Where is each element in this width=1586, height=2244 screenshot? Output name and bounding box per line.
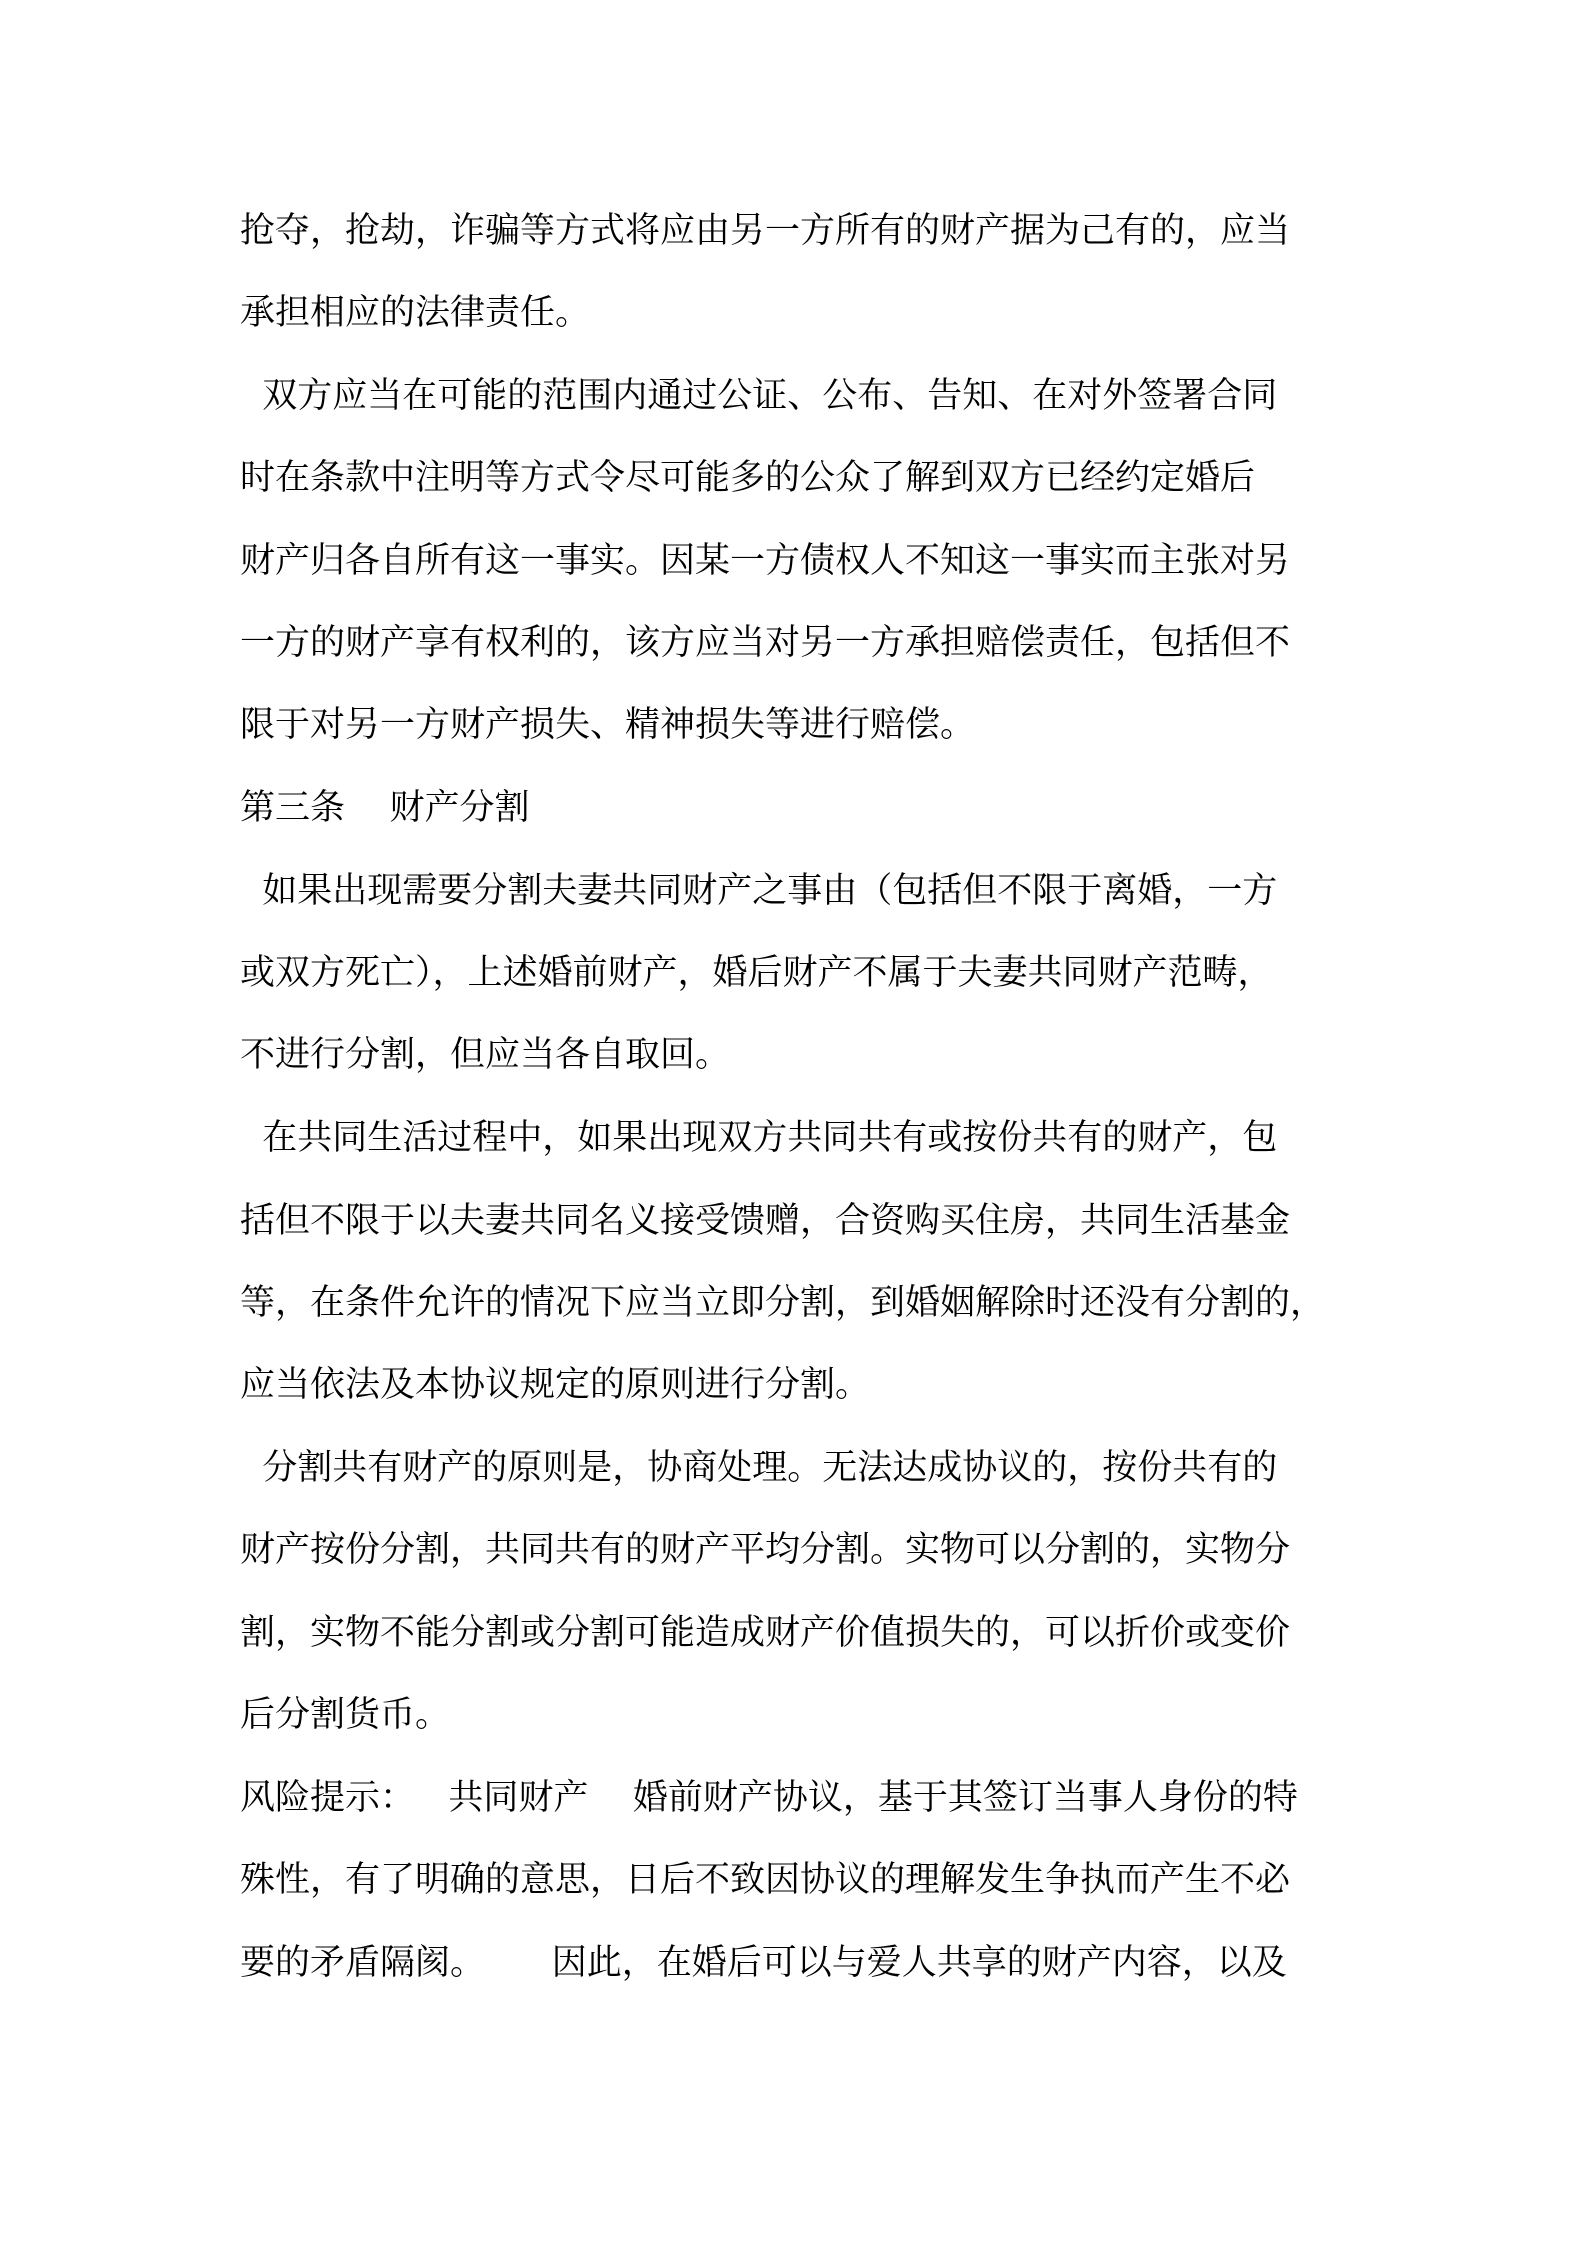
text-line: 财产归各自所有这一事实。因某一方债权人不知这一事实而主张对另 bbox=[240, 541, 1291, 581]
text-line: 割，实物不能分割或分割可能造成财产价值损失的，可以折价或变价 bbox=[240, 1613, 1291, 1653]
text-line: 应当依法及本协议规定的原则进行分割。 bbox=[240, 1365, 871, 1405]
text-line: 抢夺，抢劫，诈骗等方式将应由另一方所有的财产据为己有的，应当 bbox=[240, 211, 1291, 251]
text-line: 一方的财产享有权利的，该方应当对另一方承担赔偿责任，包括但不 bbox=[240, 623, 1291, 663]
text-line: 要的矛盾隔阂。 因此，在婚后可以与爱人共享的财产内容，以及 bbox=[240, 1943, 1287, 1983]
text-line: 后分割货币。 bbox=[240, 1695, 451, 1735]
text-line: 殊性，有了明确的意思，日后不致因协议的理解发生争执而产生不必 bbox=[240, 1860, 1291, 1900]
text-line: 在共同生活过程中，如果出现双方共同共有或按份共有的财产，包 bbox=[240, 1118, 1278, 1158]
text-line: 承担相应的法律责任。 bbox=[240, 293, 591, 333]
text-line: 或双方死亡），上述婚前财产，婚后财产不属于夫妻共同财产范畴， bbox=[240, 953, 1273, 993]
text-line: 不进行分割，但应当各自取回。 bbox=[240, 1035, 731, 1075]
text-line: 限于对另一方财产损失、精神损失等进行赔偿。 bbox=[240, 705, 976, 745]
text-line: 财产按份分割，共同共有的财产平均分割。实物可以分割的，实物分 bbox=[240, 1530, 1291, 1570]
risk-note-line: 风险提示： 共同财产 婚前财产协议，基于其签订当事人身份的特 bbox=[240, 1778, 1298, 1818]
section-heading: 第三条 财产分割 bbox=[240, 788, 530, 828]
text-line: 括但不限于以夫妻共同名义接受馈赠，合资购买住房，共同生活基金 bbox=[240, 1201, 1291, 1241]
text-line: 如果出现需要分割夫妻共同财产之事由（包括但不限于离婚，一方 bbox=[240, 871, 1278, 911]
text-line: 双方应当在可能的范围内通过公证、公布、告知、在对外签署合同 bbox=[240, 376, 1278, 416]
text-line: 时在条款中注明等方式令尽可能多的公众了解到双方已经约定婚后 bbox=[240, 458, 1256, 498]
text-line: 分割共有财产的原则是，协商处理。无法达成协议的，按份共有的 bbox=[240, 1448, 1278, 1488]
text-line: 等，在条件允许的情况下应当立即分割，到婚姻解除时还没有分割的， bbox=[240, 1283, 1326, 1323]
